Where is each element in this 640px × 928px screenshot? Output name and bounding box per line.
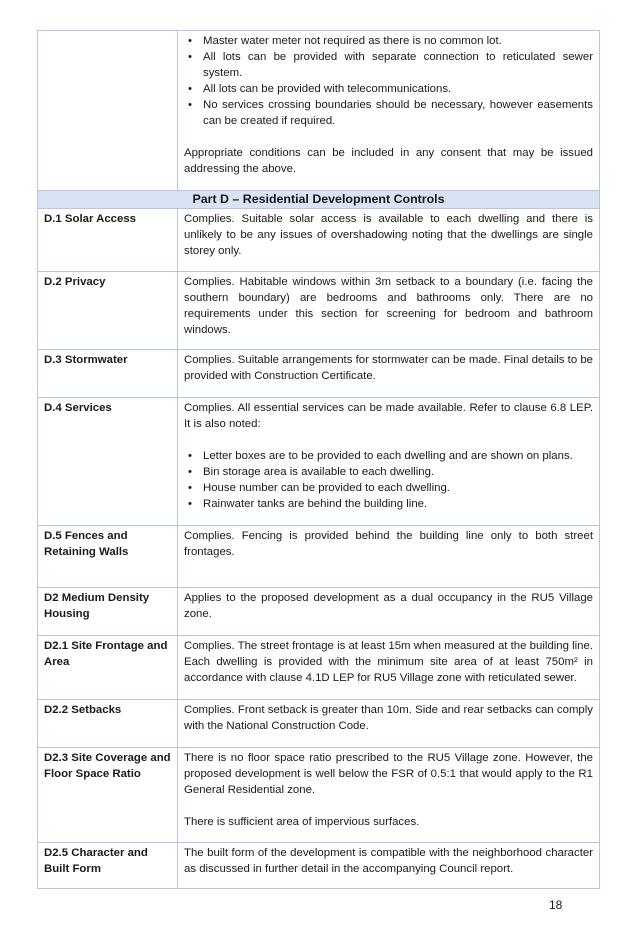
table-row [38,700,600,748]
content-cell [178,588,600,636]
row-label: D.5 Fences and Retaining Walls [38,526,178,588]
list-item: • Letter boxes are to be provided to each dwelling and are shown on plans. [184,448,593,464]
paragraph: There is sufficient area of impervious surfaces. [184,816,420,828]
paragraph: The built form of the development is compatible with the neighborhood character as discussed in further detail in the accompanying Council report. [184,847,593,875]
paragraph: Complies. The street frontage is at least 15m when measured at the building line. Each dwelling is provided with the minimum site area of at least 750m² in accordance with clause 4.1D LEP for RU5 Village zone with reticulated sewer. [184,640,593,684]
table-row [38,31,600,191]
content-cell [178,700,600,748]
paragraph: Complies. Suitable arrangements for stormwater can be made. Final details to be provided with Construction Certificate. [184,354,593,382]
row-label: D.2 Privacy [38,272,178,350]
bullet-list [184,448,593,512]
bullet-list [184,33,593,129]
table-row [38,350,600,398]
list-item: • Bin storage area is available to each dwelling. [184,464,593,480]
row-label: D.3 Stormwater [38,350,178,398]
list-item: • Master water meter not required as there is no common lot. [184,33,593,49]
section-header: Part D – Residential Development Controls [38,191,600,209]
row-label: D2.5 Character and Built Form [38,843,178,889]
content-cell [178,272,600,350]
row-label: D2.3 Site Coverage and Floor Space Ratio [38,748,178,843]
row-label: D.4 Services [38,398,178,526]
paragraph: Applies to the proposed development as a dual occupancy in the RU5 Village zone. [184,592,593,620]
label-cell [38,31,178,191]
paragraph: Appropriate conditions can be included in any consent that may be issued addressing the above. [184,147,593,175]
content-cell [178,748,600,843]
list-item: • All lots can be provided with separate connection to reticulated sewer system. [184,49,593,81]
content-cell [178,526,600,588]
table-row [38,588,600,636]
list-item: • Rainwater tanks are behind the building line. [184,496,593,512]
content-cell [178,636,600,700]
row-label: D2.1 Site Frontage and Area [38,636,178,700]
list-item: • No services crossing boundaries should be necessary, however easements can be created if required. [184,97,593,129]
table-row [38,636,600,700]
page-number: 18 [549,898,563,912]
list-item: • House number can be provided to each dwelling. [184,480,593,496]
row-label: D2.2 Setbacks [38,700,178,748]
paragraph: Complies. Front setback is greater than 10m. Side and rear setbacks can comply with the National Construction Code. [184,704,593,732]
content-cell [178,350,600,398]
paragraph: There is no floor space ratio prescribed to the RU5 Village zone. However, the proposed development is well below the FSR of 0.5:1 that would apply to the R1 General Residential zone. [184,752,593,796]
paragraph: Complies. Habitable windows within 3m setback to a boundary (i.e. facing the southern boundary) are bedrooms and bathrooms only. There are no requirements under this section for screening for bedroom and bathroom windows. [184,276,593,336]
table-row [38,209,600,272]
table-row [38,398,600,526]
row-label: D.1 Solar Access [38,209,178,272]
paragraph: Complies. Fencing is provided behind the building line only to both street frontages. [184,530,593,558]
paragraph: Complies. All essential services can be made available. Refer to clause 6.8 LEP. It is also noted: [184,402,593,430]
row-label: D2 Medium Density Housing [38,588,178,636]
section-header-row [38,191,600,209]
content-cell [178,398,600,526]
table-row [38,526,600,588]
table-row [38,843,600,889]
paragraph: Complies. Suitable solar access is available to each dwelling and there is unlikely to be any issues of overshadowing noting that the dwellings are single storey only. [184,213,593,257]
list-item: • All lots can be provided with telecommunications. [184,81,593,97]
content-cell [178,31,600,191]
table-row [38,748,600,843]
table-row [38,272,600,350]
controls-table [37,30,600,889]
content-cell [178,843,600,889]
content-cell [178,209,600,272]
